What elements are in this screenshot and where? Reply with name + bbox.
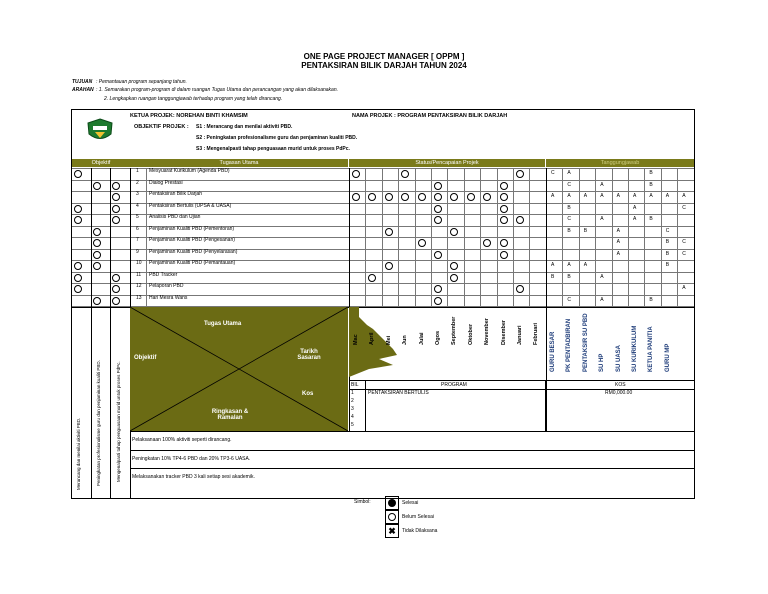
responsibility-mark: A — [567, 262, 571, 268]
legend-belum: Belum Selesai — [402, 514, 434, 520]
objective-circle-icon — [112, 205, 120, 213]
month-label: Oktober — [467, 323, 474, 345]
objective-circle-icon — [112, 274, 120, 282]
status-circle-icon — [418, 193, 426, 201]
status-circle-icon — [352, 193, 360, 201]
objective-circle-icon — [112, 193, 120, 201]
objective-circle-icon — [112, 285, 120, 293]
status-circle-icon — [500, 193, 508, 201]
role-label: GURU BESAR — [550, 331, 556, 372]
responsibility-mark: A — [600, 216, 604, 222]
summary-divider-2 — [130, 450, 695, 451]
legend-simbol: Simbol: — [354, 499, 371, 505]
status-circle-icon — [368, 274, 376, 282]
program-row-1-kos: RM0,000.00 — [605, 390, 633, 396]
program-row-5-bil: 5 — [351, 422, 354, 428]
responsibility-mark: A — [633, 193, 637, 199]
status-circle-icon — [516, 170, 524, 178]
task-number: 12 — [136, 283, 142, 289]
nama-projek: NAMA PROJEK : PROGRAM PENTAKSIRAN BILIK DARJAH — [352, 113, 508, 119]
responsibility-mark: B — [665, 262, 670, 268]
summary-1: Pelaksanaan 100% aktiviti seperti dirancang. — [132, 437, 232, 443]
responsibility-mark: C — [682, 250, 686, 257]
task-name: Pelaporan PBD — [149, 283, 184, 289]
legend-selesai: Selesai — [402, 500, 419, 506]
header-tugasan: Tugasan Utama — [130, 159, 348, 167]
grid-col-line — [146, 168, 147, 306]
task-name: Penjaminan Kualiti PBD (Pengesanan) — [149, 237, 235, 243]
summary-3: Melaksanakan tracker PBD 3 kali setiap sesi akademik. — [132, 474, 255, 480]
status-circle-icon — [434, 297, 442, 305]
responsibility-mark: B — [649, 216, 653, 222]
month-label: Disember — [500, 319, 507, 345]
responsibility-mark: B — [551, 273, 555, 280]
matrix-objektif: Objektif — [134, 355, 157, 361]
objective-circle-icon — [93, 239, 101, 247]
objective-circle-icon — [74, 170, 82, 178]
oppm-matrix — [130, 307, 348, 431]
vertical-objective-3: Mengenalpasti tahap penguasaan murid untuk proses PdPc. — [116, 361, 121, 482]
status-circle-icon — [385, 228, 393, 236]
title-line-1: ONE PAGE PROJECT MANAGER [ OPPM ] — [303, 52, 465, 61]
grid-col-line — [447, 168, 448, 306]
responsibility-mark: A — [616, 239, 620, 245]
status-circle-icon — [516, 216, 524, 224]
month-label: Julai — [418, 332, 425, 345]
grid-col-line — [497, 168, 498, 306]
task-name: Pentaksiran Bertulis (UPSA & UASA) — [149, 202, 232, 209]
status-circle-icon — [434, 251, 442, 259]
responsibility-mark: C — [682, 204, 686, 211]
grid-col-line — [382, 168, 383, 306]
header-objektif: Objektif — [72, 159, 130, 167]
task-name: PBD Tracker — [149, 271, 178, 278]
responsibility-mark: A — [567, 193, 571, 199]
objective-circle-icon — [93, 182, 101, 190]
month-label: April — [369, 332, 376, 345]
task-name: Hari Mesra Wans — [149, 294, 188, 301]
objective-circle-icon — [74, 274, 82, 282]
responsibility-mark: A — [665, 193, 670, 199]
summary-divider-3 — [130, 468, 695, 469]
status-circle-icon — [450, 228, 458, 236]
vertical-objective-1: Merancang dan menilai aktiviti PBD. — [76, 417, 81, 490]
program-table — [349, 380, 694, 432]
responsibility-mark: B — [567, 204, 571, 211]
responsibility-mark: C — [567, 296, 572, 303]
responsibility-mark: A — [600, 273, 604, 280]
responsibility-mark: A — [551, 193, 555, 199]
responsibility-mark: B — [567, 273, 571, 280]
summary-2: Peningkatan 10% TP4-6 PBD dan 20% TP3-6 UASA. — [132, 456, 251, 462]
role-label: SU UASA — [615, 344, 622, 372]
objective-circle-icon — [93, 262, 101, 270]
ketua-projek: KETUA PROJEK: NOREHAN BINTI KHAMSIM — [130, 113, 248, 119]
role-label: GURU MP — [664, 343, 671, 372]
responsibility-mark: C — [665, 227, 670, 234]
legend-tidak: Tidak Dilaksana — [402, 528, 438, 534]
status-circle-icon — [450, 274, 458, 282]
responsibility-mark: B — [649, 170, 653, 176]
responsibility-mark: A — [600, 181, 604, 188]
matrix-tugas-utama: Tugas Utama — [204, 321, 242, 327]
month-label: November — [484, 318, 491, 345]
legend-selesai-box — [385, 496, 399, 510]
responsibility-mark: B — [583, 227, 588, 234]
grid-col-line — [431, 168, 432, 306]
objective-circle-icon — [74, 262, 82, 270]
matrix-ringkasan: Ringkasan & Ramalan — [211, 409, 249, 421]
status-circle-icon — [385, 193, 393, 201]
grid-col-line — [110, 168, 111, 499]
cross-icon: ✖ — [385, 524, 399, 538]
month-label: Jun — [402, 335, 409, 345]
vertical-objective-2: Peningkatan profesionalisme guru dan penjaminan kualiti PBD. — [96, 360, 101, 486]
grid-col-line — [365, 168, 366, 306]
grid-col-line — [529, 168, 530, 306]
objective-circle-icon — [74, 216, 82, 224]
task-name: Analisis PBD dan Ujian — [149, 214, 201, 220]
task-number: 2 — [136, 179, 139, 186]
status-circle-icon — [352, 170, 360, 178]
tujuan-text: : Pemantauan program sepanjang tahun. — [96, 79, 187, 85]
arahan-text-2: 2. Lengkapkan ruangan tanggungjawab terhadap program yang telah dirancang. — [104, 96, 283, 102]
tujuan-label: TUJUAN — [72, 79, 93, 85]
responsibility-mark: A — [682, 193, 686, 199]
grid-col-line — [612, 168, 613, 306]
status-circle-icon — [516, 285, 524, 293]
role-label: PK PENTADBIRAN — [566, 318, 573, 372]
responsibility-mark: B — [665, 239, 670, 245]
grid-col-line — [628, 168, 629, 306]
filled-circle-icon — [388, 499, 396, 507]
task-number: 7 — [136, 237, 139, 243]
objective-s2: S2 : Peningkatan profesionalisme guru dan penjaminan kualiti PBD. — [196, 135, 358, 141]
task-number: 4 — [136, 202, 139, 209]
responsibility-mark: A — [682, 285, 686, 291]
objektif-projek-label: OBJEKTIF PROJEK : — [134, 124, 189, 130]
month-label: Februari — [533, 322, 540, 345]
task-number: 6 — [136, 225, 139, 232]
responsibility-mark: B — [567, 227, 571, 234]
status-circle-icon — [418, 239, 426, 247]
responsibility-mark: A — [583, 193, 588, 199]
timeline-wedge — [349, 307, 419, 377]
grid-col-line — [579, 168, 580, 306]
month-label: Mac — [353, 334, 359, 345]
grid-col-line — [513, 168, 514, 306]
grid-col-line — [480, 168, 481, 306]
responsibility-mark: B — [665, 250, 670, 257]
task-number: 11 — [136, 271, 142, 278]
program-row-2-bil: 2 — [351, 398, 354, 404]
task-number: 3 — [136, 191, 139, 197]
program-row-1-name: PENTAKSIRAN BERTULIS — [368, 390, 429, 396]
title-line-2: PENTAKSIRAN BILIK DARJAH TAHUN 2024 — [301, 61, 467, 70]
program-row-3-bil: 3 — [351, 406, 354, 412]
role-label: PENTAKSIR SU PBD — [582, 313, 589, 372]
role-label: SU KURIKULUM — [632, 325, 638, 372]
grid-col-line — [464, 168, 465, 306]
task-name: Penjaminan Kualiti PBD (Pementoran) — [149, 225, 235, 232]
month-label: Ogos — [435, 330, 441, 345]
objective-circle-icon — [112, 297, 120, 305]
responsibility-mark: A — [583, 262, 588, 268]
arahan-text-1: : 1. Semarakan program-program di dalam ruangan Tugas Utama dan perancangan yang akan dilaksanakan. — [96, 87, 338, 93]
status-circle-icon — [500, 205, 508, 213]
grid-col-line — [677, 168, 678, 306]
empty-circle-icon — [388, 513, 396, 521]
program-col-divider-2 — [545, 381, 546, 432]
grid-col-line — [644, 168, 645, 306]
task-name: Pentaksiran Bilik Darjah — [149, 191, 203, 197]
task-number: 13 — [136, 294, 142, 301]
status-circle-icon — [500, 239, 508, 247]
responsibility-mark: A — [616, 193, 620, 199]
program-row-4-bil: 4 — [351, 414, 354, 420]
task-number: 10 — [136, 260, 142, 266]
task-number: 9 — [136, 248, 139, 255]
responsibility-mark: A — [567, 170, 571, 176]
responsibility-mark: A — [633, 216, 637, 222]
summary-divider-1 — [130, 431, 695, 432]
legend-belum-box — [385, 510, 399, 524]
status-circle-icon — [500, 216, 508, 224]
header-tanggungjawab: Tanggungjawab — [546, 159, 694, 167]
status-circle-icon — [434, 216, 442, 224]
program-row-1-bil: 1 — [351, 390, 354, 396]
role-label: SU HP — [599, 353, 606, 372]
responsibility-mark: A — [600, 193, 604, 199]
responsibility-mark: A — [616, 227, 620, 234]
grid-col-line — [595, 168, 596, 306]
school-logo — [85, 118, 115, 144]
objective-s1: S1 : Merancang dan menilai aktiviti PBD. — [196, 124, 293, 130]
task-name: Penjaminan Kualiti PBD (Pemantauan) — [149, 260, 236, 266]
arahan-label: ARAHAN — [72, 87, 94, 93]
objective-s3: S3 : Mengenalpasti tahap penguasaan murid untuk proses PdPc. — [196, 146, 350, 152]
objective-circle-icon — [74, 205, 82, 213]
responsibility-mark: A — [616, 250, 620, 257]
responsibility-mark: C — [567, 181, 572, 188]
task-name: Penjaminan Kualiti PBD (Penyelarasan) — [149, 248, 238, 255]
objective-circle-icon — [93, 297, 101, 305]
task-name: Dialog Prestasi — [149, 179, 183, 186]
objective-circle-icon — [112, 216, 120, 224]
status-circle-icon — [434, 182, 442, 190]
responsibility-mark: C — [551, 170, 555, 176]
objective-circle-icon — [93, 228, 101, 236]
program-col-divider-1 — [365, 381, 366, 432]
responsibility-mark: A — [649, 193, 653, 199]
header-status: Status/Pencapaian Projek — [349, 159, 545, 167]
program-bil-header: BIL — [351, 382, 359, 388]
role-label: KETUA PANITIA — [648, 326, 655, 372]
grid-col-line — [91, 168, 92, 499]
month-label: Januari — [517, 325, 523, 345]
matrix-tarikh-sasaran: Tarikh Sasaran — [297, 349, 321, 361]
month-label: Mei — [385, 335, 392, 345]
task-number: 5 — [136, 214, 139, 220]
status-circle-icon — [500, 182, 508, 190]
program-kos-header: KOS — [615, 382, 626, 388]
matrix-kos: Kos — [302, 391, 314, 397]
status-circle-icon — [434, 285, 442, 293]
responsibility-mark: B — [649, 181, 653, 188]
status-circle-icon — [467, 193, 475, 201]
grid-col-line — [398, 168, 399, 306]
status-circle-icon — [500, 251, 508, 259]
grid-col-line — [661, 168, 662, 306]
month-label: September — [451, 316, 458, 345]
objective-circle-icon — [112, 182, 120, 190]
responsibility-mark: C — [567, 216, 572, 222]
status-circle-icon — [434, 193, 442, 201]
status-circle-icon — [385, 262, 393, 270]
objective-circle-icon — [93, 251, 101, 259]
grid-col-line — [415, 168, 416, 306]
responsibility-mark: A — [551, 262, 555, 268]
responsibility-mark: B — [649, 296, 653, 303]
task-number: 1 — [136, 168, 139, 174]
responsibility-mark: C — [682, 239, 686, 245]
grid-col-line — [562, 168, 563, 306]
program-header: PROGRAM — [441, 382, 467, 388]
task-name: Mesyuarat Kurikulum (Agenda PBD) — [149, 168, 230, 174]
responsibility-mark: A — [600, 296, 604, 303]
objective-circle-icon — [74, 285, 82, 293]
status-circle-icon — [434, 205, 442, 213]
responsibility-mark: A — [633, 204, 637, 211]
